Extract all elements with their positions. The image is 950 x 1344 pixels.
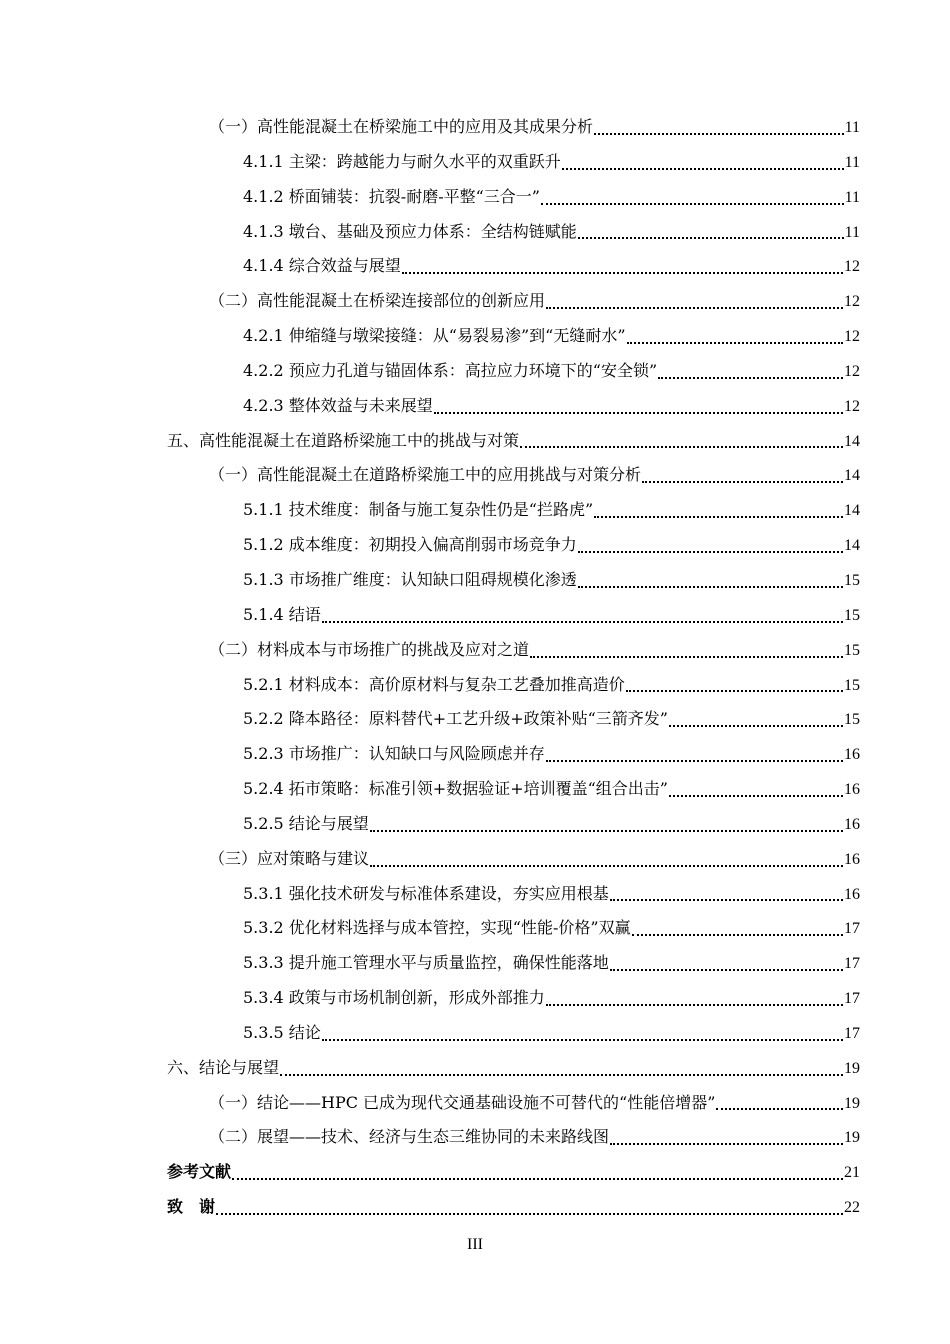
toc-entry-page: 12 [844,397,860,415]
toc-entry-title: 5.1.1 技术维度：制备与施工复杂性仍是“拦路虎” [243,500,594,520]
toc-entry-title: 4.1.2 桥面铺装：抗裂-耐磨-平整“三合一” [243,186,540,206]
toc-entry-page: 15 [844,641,860,659]
toc-entry[interactable] [167,354,860,389]
toc-entry[interactable] [167,668,860,703]
toc-entry[interactable] [167,145,860,180]
toc-entry-title: 5.3.3 提升施工管理水平与质量监控，确保性能落地 [243,953,609,973]
toc-leader-dots [370,830,843,832]
toc-leader-dots [546,307,843,309]
toc-leader-dots [578,237,844,239]
toc-entry-page: 21 [844,1164,860,1182]
toc-entry-page: 16 [844,885,860,903]
toc-entry-title: 5.2.4 拓市策略：标准引领+数据验证+培训覆盖“组合出击” [243,779,668,799]
toc-entry[interactable] [167,389,860,424]
toc-leader-dots [562,168,844,170]
toc-entry-title: 5.3.2 优化材料选择与成本管控，实现“性能-价格”双赢 [243,918,631,938]
toc-entry-page: 15 [844,606,860,624]
toc-leader-dots [546,760,843,762]
toc-entry-page: 17 [844,1024,860,1042]
toc-leader-dots [610,1143,843,1145]
toc-leader-dots [716,1108,843,1110]
toc-entry-page: 17 [844,990,860,1008]
toc-entry-page: 22 [844,1199,860,1217]
toc-entry-title: 致 谢 [167,1197,216,1217]
toc-entry-page: 11 [844,188,860,206]
toc-entry-title: 4.2.3 整体效益与未来展望 [243,395,433,415]
toc-entry[interactable] [167,737,860,772]
toc-entry[interactable] [167,528,860,563]
table-of-contents [167,110,860,1225]
toc-entry[interactable] [167,563,860,598]
toc-leader-dots [627,342,843,344]
toc-entry-page: 16 [844,850,860,868]
toc-leader-dots [402,272,843,274]
toc-leader-dots [322,1039,843,1041]
toc-entry-page: 14 [844,467,860,485]
toc-entry-page: 14 [844,502,860,520]
toc-leader-dots [669,725,843,727]
toc-entry-page: 19 [844,1129,860,1147]
toc-entry[interactable] [167,493,860,528]
toc-entry-title: 5.3.4 政策与市场机制创新，形成外部推力 [243,988,545,1008]
toc-entry[interactable] [167,180,860,215]
toc-entry-title: 5.1.2 成本维度：初期投入偏高削弱市场竞争力 [243,535,577,555]
toc-leader-dots [530,656,843,658]
toc-entry[interactable] [167,877,860,912]
toc-entry-page: 15 [844,676,860,694]
toc-entry-page: 15 [844,571,860,589]
toc-entry-page: 11 [844,119,860,136]
toc-entry[interactable] [167,424,860,459]
toc-entry-page: 11 [844,223,860,241]
toc-entry-title: 五、高性能混凝土在道路桥梁施工中的挑战与对策 [167,430,520,450]
toc-entry-title: （二）展望——技术、经济与生态三维协同的未来路线图 [209,1127,610,1147]
toc-leader-dots [541,203,844,205]
toc-leader-dots [280,1074,843,1076]
toc-leader-dots [370,865,843,867]
toc-entry-title: （二）高性能混凝土在桥梁连接部位的创新应用 [209,291,546,311]
toc-entry-title: （一）高性能混凝土在桥梁施工中的应用及其成果分析 [209,117,594,136]
toc-leader-dots [546,1004,843,1006]
toc-entry[interactable] [167,319,860,354]
toc-entry-title: （一）结论——HPC 已成为现代交通基础设施不可替代的“性能倍增器” [209,1092,716,1112]
toc-leader-dots [642,481,843,483]
toc-entry-page: 19 [844,1059,860,1077]
toc-leader-dots [322,621,843,623]
toc-entry[interactable] [167,458,860,493]
toc-entry-title: 参考文献 [167,1162,232,1182]
toc-leader-dots [216,1213,843,1215]
toc-entry[interactable] [167,110,860,145]
toc-entry[interactable] [167,702,860,737]
toc-entry-page: 19 [844,1094,860,1112]
toc-leader-dots [578,551,843,553]
toc-leader-dots [434,412,843,414]
toc-entry-title: 5.2.3 市场推广：认知缺口与风险顾虑并存 [243,744,545,764]
toc-entry-title: 5.3.1 强化技术研发与标准体系建设，夯实应用根基 [243,883,609,903]
toc-entry-page: 12 [844,293,860,311]
toc-entry-title: 4.1.1 主梁：跨越能力与耐久水平的双重跃升 [243,151,561,171]
toc-entry-title: 5.1.3 市场推广维度：认知缺口阻碍规模化渗透 [243,569,577,589]
page-number: III [467,1236,483,1253]
toc-entry[interactable] [167,249,860,284]
toc-entry-title: 5.2.2 降本路径：原料替代+工艺升级+政策补贴“三箭齐发” [243,709,668,729]
toc-leader-dots [594,133,844,135]
toc-entry[interactable] [167,807,860,842]
toc-entry[interactable] [167,215,860,250]
toc-entry-title: 4.1.3 墩台、基础及预应力体系：全结构链赋能 [243,221,577,241]
toc-entry[interactable] [167,1190,860,1225]
toc-entry[interactable] [167,946,860,981]
toc-entry-title: 5.3.5 结论 [243,1022,321,1042]
toc-entry-page: 12 [844,362,860,380]
toc-entry-title: （三）应对策略与建议 [209,848,370,868]
toc-leader-dots [669,795,843,797]
toc-entry-title: 5.1.4 结语 [243,604,321,624]
toc-entry-title: 5.2.5 结论与展望 [243,813,369,833]
toc-leader-dots [632,934,843,936]
toc-entry-title: （二）材料成本与市场推广的挑战及应对之道 [209,639,530,659]
toc-leader-dots [610,899,843,901]
toc-entry-title: 4.1.4 综合效益与展望 [243,256,401,276]
toc-leader-dots [578,586,843,588]
toc-entry[interactable] [167,284,860,319]
toc-entry-title: 4.2.1 伸缩缝与墩梁接缝：从“易裂易渗”到“无缝耐水” [243,326,626,346]
toc-entry-title: 六、结论与展望 [167,1057,280,1077]
toc-entry-page: 12 [844,258,860,276]
toc-entry[interactable] [167,842,860,877]
toc-leader-dots [610,969,843,971]
toc-entry-page: 14 [844,537,860,555]
toc-entry[interactable] [167,1120,860,1155]
toc-entry-page: 16 [844,781,860,799]
toc-entry[interactable] [167,772,860,807]
toc-entry-page: 16 [844,815,860,833]
toc-entry[interactable] [167,911,860,946]
toc-entry-page: 11 [844,153,860,171]
toc-leader-dots [594,516,843,518]
toc-leader-dots [626,690,843,692]
toc-entry[interactable] [167,1086,860,1121]
toc-entry-title: 4.2.2 预应力孔道与锚固体系：高拉应力环境下的“安全锁” [243,360,658,380]
toc-entry[interactable] [167,1155,860,1190]
toc-entry-page: 15 [844,711,860,729]
toc-entry-page: 12 [844,328,860,346]
toc-entry-title: 5.2.1 材料成本：高价原材料与复杂工艺叠加推高造价 [243,674,625,694]
toc-entry-page: 14 [844,432,860,450]
toc-entry-page: 16 [844,746,860,764]
toc-entry[interactable] [167,598,860,633]
toc-leader-dots [520,446,843,448]
toc-entry-page: 17 [844,955,860,973]
toc-entry[interactable] [167,981,860,1016]
toc-leader-dots [232,1178,843,1180]
toc-entry[interactable] [167,633,860,668]
toc-entry-page: 17 [844,920,860,938]
toc-entry[interactable] [167,1051,860,1086]
toc-leader-dots [658,377,843,379]
toc-entry-title: （一）高性能混凝土在道路桥梁施工中的应用挑战与对策分析 [209,465,642,485]
toc-entry[interactable] [167,1016,860,1051]
